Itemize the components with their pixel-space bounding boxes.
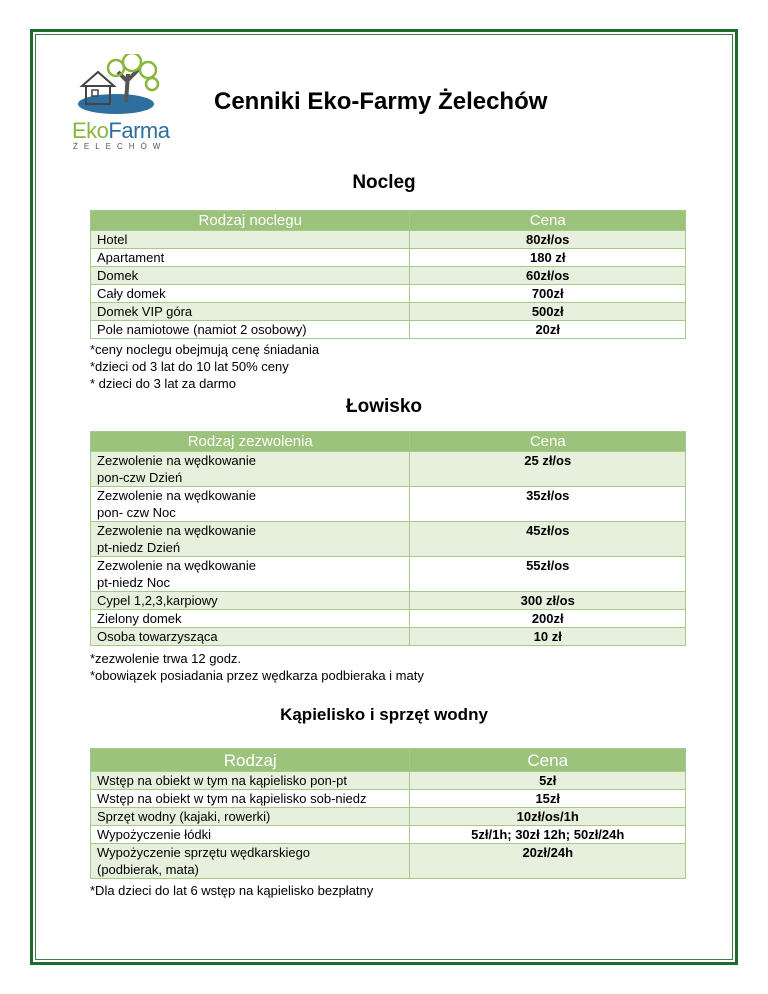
nocleg-table — [90, 210, 686, 339]
nocleg-note: *dzieci od 3 lat do 10 lat 50% ceny — [90, 359, 289, 374]
col-header-price: Cena — [410, 432, 686, 452]
section-title-nocleg: Nocleg — [352, 172, 416, 193]
table-row: Wstęp na obiekt w tym na kąpielisko pon-pt 5zł — [91, 772, 686, 790]
table-row: Zezwolenie na wędkowanie pt-niedz Noc 55zł/os — [91, 557, 686, 592]
table-header — [91, 432, 686, 452]
table-row: Wypożyczenie łódki 5zł/1h; 30zł 12h; 50zł/24h — [91, 826, 686, 844]
table-row: Cały domek 700zł — [91, 285, 686, 303]
table-row: Zezwolenie na wędkowanie pon- czw Noc 35zł/os — [91, 487, 686, 522]
table-row: Cypel 1,2,3,karpiowy 300 zł/os — [91, 592, 686, 610]
table-row: Domek 60zł/os — [91, 267, 686, 285]
nocleg-note: * dzieci do 3 lat za darmo — [90, 376, 236, 391]
table-header — [91, 749, 686, 772]
table-row: Wstęp na obiekt w tym na kąpielisko sob-niedz 15zł — [91, 790, 686, 808]
col-header-type: Rodzaj noclegu — [91, 211, 410, 231]
table-row: Apartament 180 zł — [91, 249, 686, 267]
nocleg-note: *ceny noclegu obejmują cenę śniadania — [90, 342, 320, 357]
section-title-kapielisko: Kąpielisko i sprzęt wodny — [280, 705, 488, 724]
table-header — [91, 211, 686, 231]
col-header-price: Cena — [410, 211, 686, 231]
table-row: Osoba towarzysząca 10 zł — [91, 628, 686, 646]
section-title-lowisko: Łowisko — [345, 396, 422, 417]
table-row: Hotel 80zł/os — [91, 231, 686, 249]
kapielisko-table — [90, 748, 686, 879]
lowisko-note: *obowiązek posiadania przez wędkarza podbieraka i maty — [90, 668, 424, 683]
table-row: Domek VIP góra 500zł — [91, 303, 686, 321]
table-row: Sprzęt wodny (kajaki, rowerki) 10zł/os/1h — [91, 808, 686, 826]
page-title: Cenniki Eko-Farmy Żelechów — [214, 88, 548, 115]
table-row: Zielony domek 200zł — [91, 610, 686, 628]
table-row: Zezwolenie na wędkowanie pt-niedz Dzień 45zł/os — [91, 522, 686, 557]
table-row: Zezwolenie na wędkowanie pon-czw Dzień 25 zł/os — [91, 452, 686, 487]
kapielisko-note: *Dla dzieci do lat 6 wstęp na kąpielisko bezpłatny — [90, 883, 374, 898]
table-row: Pole namiotowe (namiot 2 osobowy) 20zł — [91, 321, 686, 339]
logo-subtitle: ŻELECHÓW — [73, 142, 167, 151]
col-header-type: Rodzaj zezwolenia — [91, 432, 410, 452]
table-row: Wypożyczenie sprzętu wędkarskiego (podbierak, mata) 20zł/24h — [91, 844, 686, 879]
col-header-type: Rodzaj — [91, 749, 410, 772]
logo-wordmark: EkoFarma — [72, 118, 170, 143]
lowisko-table — [90, 431, 686, 646]
col-header-price: Cena — [410, 749, 686, 772]
lowisko-note: *zezwolenie trwa 12 godz. — [90, 651, 242, 666]
